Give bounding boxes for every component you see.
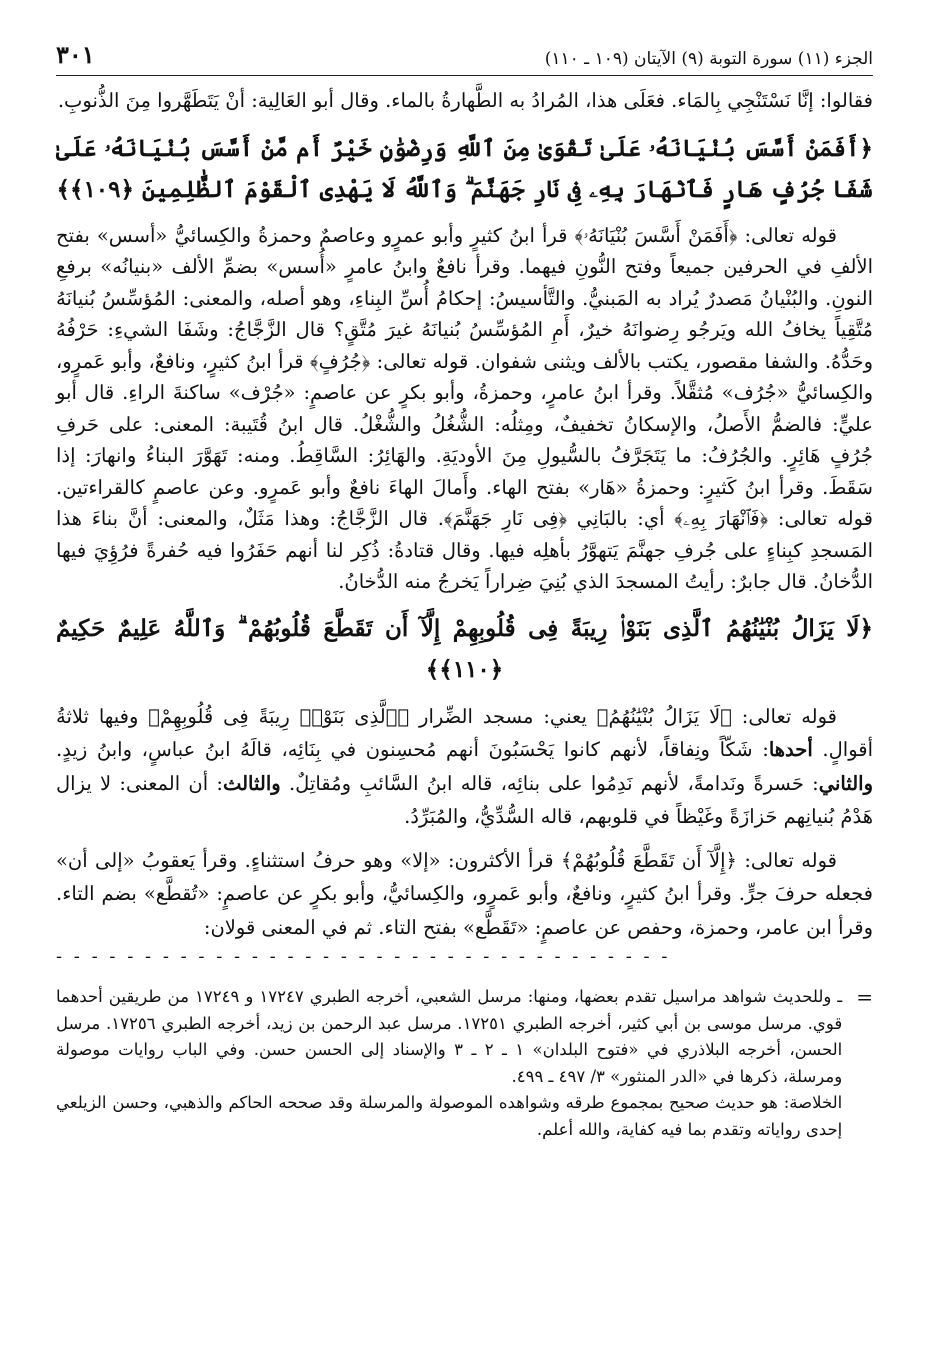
commentary-verse-110	[56, 700, 873, 834]
continuation-mark: =	[856, 985, 873, 1009]
quran-verse-110: ﴿لَا يَزَالُ بُنْيَٰنُهُمُ ٱلَّذِى بَنَوْا۟ رِيبَةً فِى قُلُوبِهِمْ إِلَّآ أَن تَقَطَّعَ قُلُوبُهُمْ ۗ وَٱللَّهُ عَلِيمٌ حَكِيمٌ ﴿١١٠﴾﴾	[56, 614, 873, 683]
opinion-2-text: : حَسرةً ونَدامةً، لأنهم نَدِمُوا على بنائِه، قاله ابنُ السَّائبِ ومُقاتِلٌ.	[288, 771, 819, 795]
commentary-illa: قوله تعالى: ﴿إِلَّآ أَن تَقَطَّعَ قُلُوبُهُمْ﴾ قرأ الأكثرون: «إلا» وهو حرفُ استثناءٍ. وقرأ يَعقوبُ «إلى أن» فجعله حرفَ جرٍّ. وقرأ ابنُ كثيرٍ، ونافعٌ، وأبو عَمرٍو، والكِسائيُّ، وأبو بكرٍ عن عاصمٍ: «تُقطَّع» بضم التاء. وقرأ ابن عامر، وحمزة، وحفص عن عاصمٍ: «تَقَطَّع» بفتح التاء. ثم في المعنى قولان:	[56, 848, 873, 939]
footnote-text	[56, 984, 842, 1143]
footnote-2: الخلاصة: هو حديث صحيح بمجموع طرقه وشواهده الموصولة والمرسلة وقد صححه الحاكم والذهبي، وحسن الزيلعي إحدى رواياته وتقدم بما فيه كفاية، والله أعلم.	[56, 1093, 843, 1139]
opinion-2-heading: والثاني	[818, 771, 874, 795]
footnote-1: ـ وللحديث شواهد مراسيل تقدم بعضها، ومنها: مرسل الشعبي، أخرجه الطبري ١٧٢٤٧ و ١٧٢٤٩ من طريقين أحدهما قوي. مرسل موسى بن أبي كثير، أخرجه الطبري ١٧٢٥١. مرسل عبد الرحمن بن زيد، أخرجه الطبري ١٧٢٥٦. مرسل الحسن، أخرجه البلاذري في «فتوح البلدان» ١ ـ ٢ ـ ٣ والإسناد إلى الحسن حسن. وفي الباب روايات موصولة ومرسلة، ذكرها في «الدر المنثور» ٣/ ٤٩٧ ـ ٤٩٩.	[56, 987, 843, 1086]
footnote-separator: - - - - - - - - - - - - - - - - - - - - - - - - - - - - - - - - - - -	[56, 946, 671, 966]
commentary-verse-109: قوله تعالى: ﴿أَفَمَنْ أَسَّسَ بُنْيَانَهُۥ﴾ قرأ ابنُ كثيرٍ وأبو عمرٍو وعاصمٌ وحمزةُ والكِسائيُّ «أسس» بفتح الألفِ في الحرفين جميعاً وفتح النُّونِ فيهما. وقرأ نافعٌ وابنُ عامرٍ «أُسس» بضمِّ الألف «بنيانُه» برفعِ النونِ. والبُنْيانُ مَصدرٌ يُراد به المَبنيُّ. والتَّأسيسُ: إحكامُ أُسِّ البِناءِ، وهو أصله، والمعنى: المُؤسِّسُ بُنيانَهُ مُتَّقِياً يخافُ الله ويَرجُو رِضوانَهُ خيرٌ، أَمِ المُؤسِّسُ بُنيانَهُ غيرَ مُتَّقٍ؟ قال الزَّجَّاجُ: وشَفَا الشيءِ: حَرْفُهُ وحَدُّهُ. والشفا مقصور، يكتب بالألف ويثنى شفوان. قوله تعالى: ﴿جُرُفٍ﴾ قرأ ابنُ كثيرٍ، ونافعٌ، وأبو عَمرٍو، والكِسائيُّ «جُرُف» مُثقَّلاً. وقرأ ابنُ عامرٍ، وحمزةُ، وأبو بكرٍ عن عاصمٍ: «جُرْف» ساكنةَ الراءِ. قال أبو عليٍّ: فالضمُّ الأَصلُ، والإسكانُ تخفيفٌ، ومِثلُه: الشُّغُلُ والشُّغْلُ. قال ابنُ قُتَيبة: المعنى: على حَرفِ جُرُفٍ هَائِرٍ. والجُرُفُ: ما يَتَجَرَّفُ بالسُّيولِ مِنَ الأوديَةِ. والهَائِرُ: السَّاقِطُ. ومنه: تَهَوَّرَ البناءُ وانهارَ: إذا سَقَطَ. وقرأ ابنُ كَثيرٍ: وحمزةُ «هَار» بفتح الهاء. وأَمالَ الهاءَ نافعٌ وأبو عَمرٍو. وعن عاصمٍ كالقراءتين. قوله تعالى: ﴿فَٱنْهَارَ بِهِۦ﴾ أي: بالبَانِي ﴿فِى نَارِ جَهَنَّمَ﴾. قال الزَّجَّاجُ: وهذا مَثَلٌ، والمعنى: أنَّ بناءَ هذا المَسجدِ كبِناءٍ على جُرفِ جهنَّمَ يَتهوَّرُ بأهلِه فيها. وقال قتادةُ: ذُكِر لنا أنهم حَفَرُوا فيه حُفرةً فرُؤِيَ فيها الدُّخانُ. قال جابرٌ: رأيتُ المسجدَ الذي بُنِيَ ضِراراً يَخرجُ منه الدُّخانُ.	[56, 223, 873, 593]
opinion-1-heading: أحدها	[768, 738, 813, 761]
commentary-intro: قوله تعالى: ﴿لَا يَزَالُ بُنْيَٰنُهُمُ﴾ يعني: مسجد الضِّرار ﴿ٱلَّذِى بَنَوْا۟ رِيبَةً فِى قُلُوبِهِمْ﴾ وفيها ثلاثةُ أقوالٍ.	[56, 704, 874, 761]
running-title: الجزء (١١) سورة التوبة (٩) الآيتان (١٠٩ ـ ١١٠)	[544, 49, 873, 69]
page-header	[56, 40, 873, 76]
opinion-1-text: : شَكّاً ونِفاقاً، لأنهم كانوا يَحْسَبُونَ أنهم مُحسِنون في بِنَائِه، قالَهُ ابنُ عباسٍ، وابنُ زيدٍ.	[56, 738, 769, 761]
quran-verse-109: ﴿أَفَمَنْ أَسَّسَ بُنْيَانَهُۥ عَلَىٰ تَقْوَىٰ مِنَ ٱللَّهِ وَرِضْوَٰنٍ خَيْرٌ أَم مَّنْ أَسَّسَ بُنْيَانَهُۥ عَلَىٰ شَفَا جُرُفٍ هَارٍ فَٱنْهَارَ بِهِۦ فِى نَارِ جَهَنَّمَ ۗ وَٱللَّهُ لَا يَهْدِى ٱلْقَوْمَ ٱلظَّٰلِمِينَ ﴿١٠٩﴾﴾	[56, 134, 873, 203]
opinion-3-text: : أن المعنى: لا يزال هَدْمُ بُنيانِهم حَزازَةً وغَيْظاً في قلوبهم، قاله السُّدِّيُّ، والمُبَرِّدُ.	[56, 771, 873, 828]
page-number: ٣٠١	[56, 40, 95, 69]
opinion-3-heading: والثالث	[222, 771, 281, 795]
footnote-block	[56, 984, 873, 1143]
paragraph-1: فقالوا: إنَّا نَسْتَنْجِي بِالمَاء. فعَلَى هذا، المُرادُ به الطَّهارةُ بالماء. وقال أبو العَالِية: أنْ يَتَطَهَّروا مِنَ الذُّنوبِ.	[57, 89, 873, 112]
